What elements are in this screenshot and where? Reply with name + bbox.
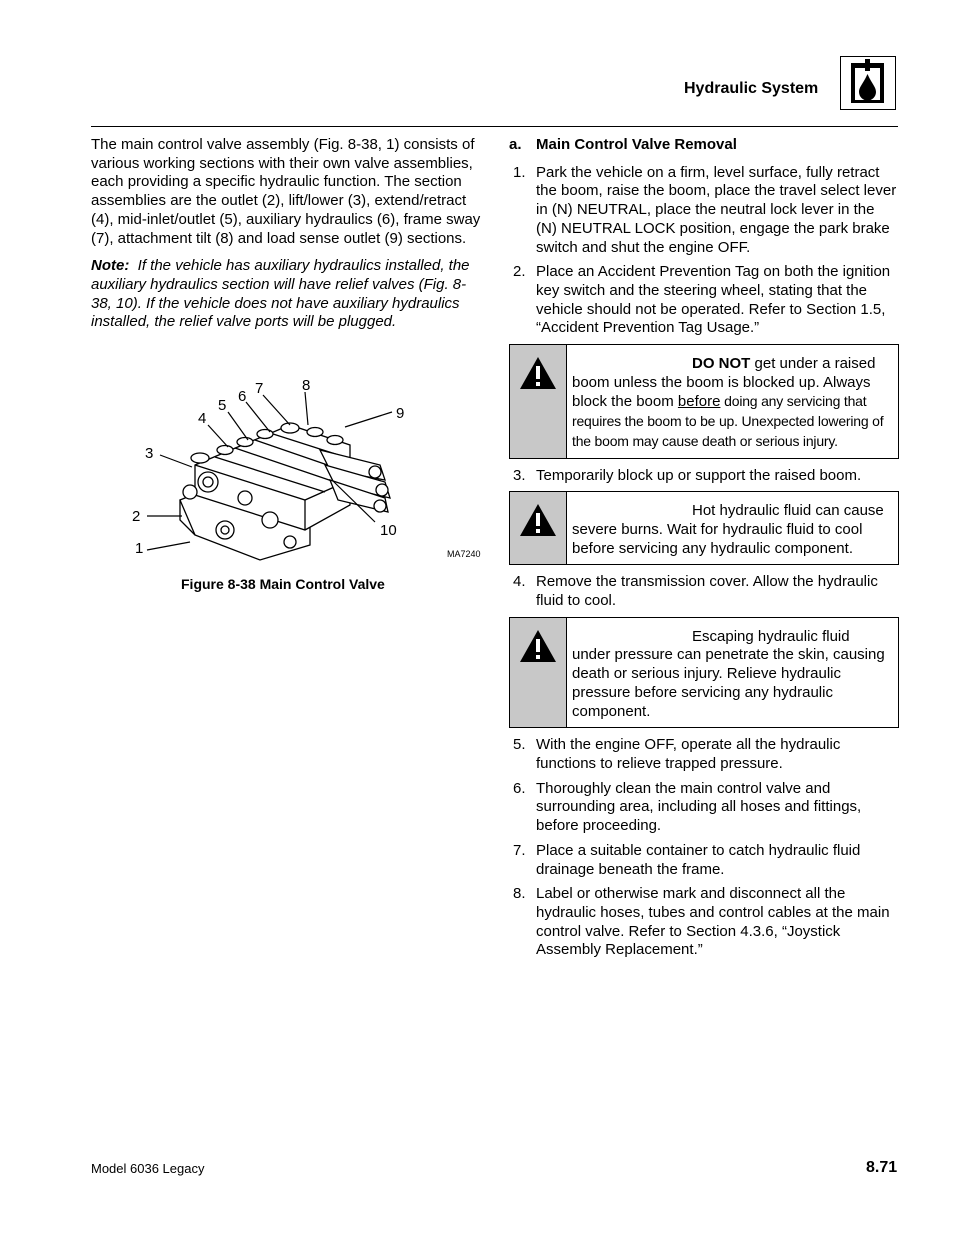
page-number: 8.71 [866,1159,898,1176]
step-item [509,573,899,610]
figure-callout-10: 10 [380,522,397,539]
warning-box-boom [509,344,899,459]
hydraulic-fluid-icon [840,56,896,110]
warning-text-part: Escaping hydraulic fluid under pressure can penetrate the skin, causing death or serious injury. Relieve hydraulic pressure before servicing any hydraulic component. [572,627,885,720]
procedure-heading [509,136,899,155]
warning-emphasis: DO NOT [692,355,751,373]
step-number: 1. [513,163,526,181]
step-text: Temporarily block up or support the raised boom. [536,466,862,484]
figure-callout-8: 8 [302,377,311,394]
footer-model: Model 6036 Legacy [91,1161,205,1176]
step-text: Remove the transmission cover. Allow the hydraulic fluid to cool. [536,573,878,610]
step-item [509,885,899,960]
note-paragraph [91,257,486,332]
step-text: Place a suitable container to catch hydraulic fluid drainage beneath the frame. [536,841,861,878]
warning-triangle-icon [518,628,558,664]
figure-callout-9: 9 [396,405,405,422]
step-number: 6. [513,779,526,797]
figure-callout-2: 2 [132,508,141,525]
procedure-heading-title: Main Control Valve Removal [536,136,737,153]
figure-callout-6: 6 [238,388,247,405]
figure-callout-1: 1 [135,540,144,557]
warning-box-hot-fluid [509,491,899,565]
figure-code: MA7240 [447,549,481,559]
intro-paragraph: The main control valve assembly (Fig. 8-38, 1) consists of various working sections with their own valve assemblies, each providing a specific hydraulic function. The section assemblies are the outlet (2), lift/lower (3), extend/retract (4), mid-inlet/outlet (5), auxiliary hydraulics (6), frame sway (7), attachment tilt (8) and load sense outlet (9) sections. [91,136,481,247]
step-text: Park the vehicle on a firm, level surface, fully retract the boom, raise the boom, place the travel select lever in (N) NEUTRAL, place the neutral lock lever in the (N) NEUTRAL LOCK position, engage the park brake switch and shut the engine OFF. [536,163,897,256]
step-number: 4. [513,573,526,591]
step-item [509,467,899,486]
procedure-heading-label: a. [509,136,522,153]
main-control-valve-figure [120,370,490,570]
warning-sidebar [510,345,567,458]
warning-sidebar [510,492,567,564]
figure-caption: Figure 8-38 Main Control Valve [181,576,385,592]
note-text: If the vehicle has auxiliary hydraulics installed, the auxiliary hydraulics section will have relief valves (Fig. 8-38, 10). If the vehicle does not have auxiliary hydraulics installed, the relief valve ports will be plugged. [91,257,470,331]
warning-text-part: get under a raised boom unless the boom is blocked up. Always block the boom [572,355,876,411]
step-text: Place an Accident Prevention Tag on both the ignition key switch and the steering wheel, stating that the vehicle should not be operated. Refer to Section 1.5, “Accident Prevention Tag Usage.” [536,263,891,337]
warning-text [567,345,898,458]
step-text: Label or otherwise mark and disconnect all the hydraulic hoses, tubes and control cables at the main control valve. Refer to Section 4.3.6, “Joystick Assembly Replacement.” [536,885,890,959]
figure-callout-7: 7 [255,380,264,397]
step-number: 3. [513,466,526,484]
figure-callout-5: 5 [218,397,227,414]
figure-callout-3: 3 [145,445,154,462]
note-label: Note: [91,257,130,275]
step-number: 7. [513,841,526,859]
step-text: With the engine OFF, operate all the hydraulic functions to relieve trapped pressure. [536,736,841,772]
step-item [509,780,899,836]
right-column [509,136,899,966]
warning-box-pressure [509,617,899,729]
warning-text [567,492,898,564]
step-item [509,842,899,879]
step-number: 5. [513,736,526,754]
step-item [509,736,899,773]
warning-text-part: doing any servicing that requires the boom to be up. Unexpected lowering of the boom may cause death or serious injury. [572,393,884,449]
warning-text [567,618,898,728]
step-item [509,263,899,338]
warning-text-part: Hot hydraulic fluid can cause severe burns. Wait for hydraulic fluid to cool before servicing any hydraulic component. [572,502,884,557]
left-column [91,136,486,341]
step-number: 8. [513,885,526,903]
warning-triangle-icon [518,502,558,538]
warning-underline: before [677,393,721,411]
figure-callout-4: 4 [198,410,207,427]
step-number: 2. [513,263,526,281]
valve-illustration [180,423,390,560]
step-text: Thoroughly clean the main control valve and surrounding area, including all hoses and fittings, before proceeding. [536,779,862,835]
header-divider [91,126,898,127]
step-item [509,164,899,258]
section-title: Hydraulic System [684,80,819,97]
warning-sidebar [510,618,567,728]
warning-triangle-icon [518,355,558,391]
